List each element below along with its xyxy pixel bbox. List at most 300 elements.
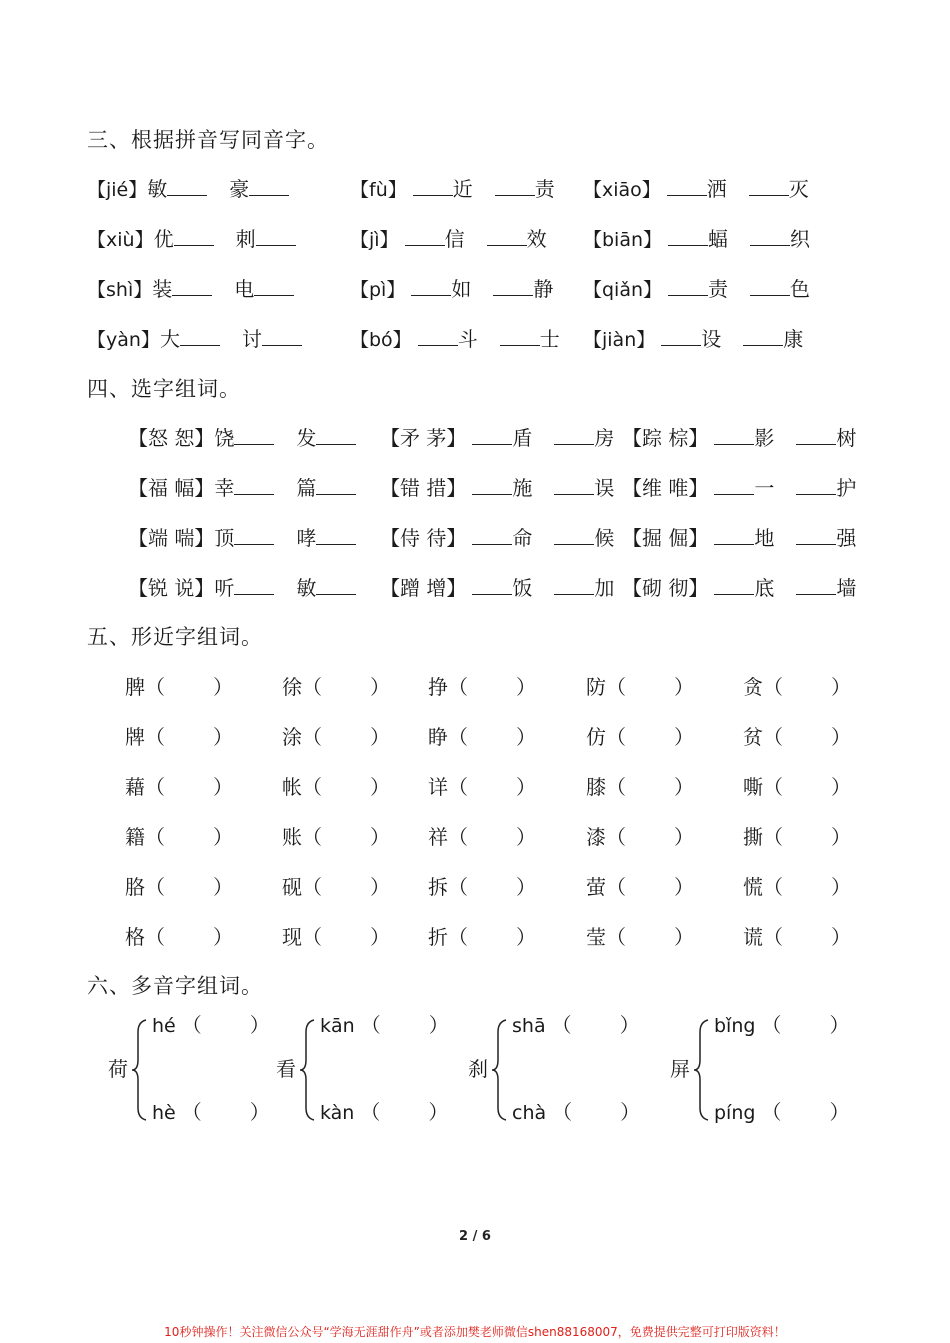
- footer-note: 10秒钟操作！关注微信公众号“学海无涯甜作舟”或者添加樊老师微信shen88168007，免费提供完整可打印版资料！: [164, 1325, 786, 1339]
- bracket-tag: 【bó】: [350, 329, 412, 351]
- section-5-title: 五、形近字组词。: [87, 625, 263, 649]
- similar-char-item: [428, 672, 536, 702]
- given-char: 加: [594, 576, 615, 600]
- answer-blank[interactable]: [172, 275, 212, 296]
- exercise-item: [128, 423, 356, 453]
- similar-char: 萤: [586, 875, 606, 899]
- paren-open: （: [448, 925, 468, 949]
- given-char: 误: [594, 476, 615, 500]
- paren-open: （: [360, 1100, 381, 1124]
- exercise-item: [128, 573, 356, 603]
- polyphone-reading: [714, 1010, 849, 1040]
- paren-open: （: [606, 725, 626, 749]
- paren-open: （: [763, 775, 783, 799]
- paren-close: ）: [831, 875, 851, 899]
- similar-char-item: [743, 872, 851, 902]
- brace-icon: [298, 1018, 316, 1122]
- answer-blank[interactable]: [256, 225, 296, 246]
- paren-close: ）: [831, 675, 851, 699]
- paren-open: （: [302, 875, 322, 899]
- exercise-item: [350, 174, 555, 204]
- similar-char-item: [125, 722, 233, 752]
- similar-char-item: [282, 672, 390, 702]
- paren-close: ）: [370, 875, 390, 899]
- bracket-tag: 【福 幅】: [128, 476, 215, 500]
- given-char: 树: [836, 426, 857, 450]
- paren-open: （: [606, 875, 626, 899]
- similar-char-item: [586, 722, 694, 752]
- similar-char-item: [125, 922, 233, 952]
- polyphone-reading: [320, 1097, 448, 1127]
- answer-blank[interactable]: [472, 424, 512, 445]
- given-char: 听: [214, 576, 235, 600]
- paren-close: ）: [620, 1100, 641, 1124]
- paren-close: ）: [831, 925, 851, 949]
- similar-char-item: [428, 722, 536, 752]
- similar-char: 膝: [586, 775, 606, 799]
- similar-char: 砚: [282, 875, 302, 899]
- given-char: 影: [754, 426, 775, 450]
- polyphone-char: 看: [276, 1057, 296, 1081]
- paren-open: （: [761, 1100, 782, 1124]
- exercise-item: [128, 523, 356, 553]
- similar-char-item: [282, 772, 390, 802]
- pinyin-label: bǐng: [714, 1015, 756, 1037]
- given-char: 施: [512, 476, 533, 500]
- paren-close: ）: [428, 1100, 449, 1124]
- section-6-title: 六、多音字组词。: [87, 974, 263, 998]
- similar-char: 贪: [743, 675, 763, 699]
- given-char: 色: [790, 277, 811, 301]
- paren-close: ）: [829, 1100, 850, 1124]
- polyphone-char: 荷: [108, 1057, 128, 1081]
- exercise-item: [380, 573, 614, 603]
- given-char: 责: [534, 177, 555, 201]
- answer-blank[interactable]: [405, 225, 445, 246]
- paren-close: ）: [249, 1100, 270, 1124]
- paren-open: （: [551, 1013, 572, 1037]
- given-char: 篇: [296, 476, 317, 500]
- given-char: 哮: [296, 526, 317, 550]
- similar-char-item: [125, 822, 233, 852]
- pinyin-label: shā: [512, 1015, 546, 1037]
- paren-open: （: [606, 675, 626, 699]
- answer-blank[interactable]: [796, 574, 836, 595]
- given-char: 墙: [836, 576, 857, 600]
- paren-close: ）: [674, 825, 694, 849]
- pinyin-label: hé: [152, 1015, 176, 1037]
- similar-char: 慌: [743, 875, 763, 899]
- answer-blank[interactable]: [234, 474, 274, 495]
- answer-blank[interactable]: [254, 275, 294, 296]
- polyphone-reading: [152, 1097, 270, 1127]
- exercise-item: [350, 224, 547, 254]
- similar-char-item: [125, 772, 233, 802]
- answer-blank[interactable]: [743, 325, 783, 346]
- paren-open: （: [181, 1100, 202, 1124]
- answer-blank[interactable]: [249, 175, 289, 196]
- similar-char: 格: [125, 925, 145, 949]
- bracket-tag: 【蹭 增】: [380, 576, 467, 600]
- given-char: 命: [512, 526, 533, 550]
- similar-char: 嘶: [743, 775, 763, 799]
- similar-char: 现: [282, 925, 302, 949]
- paren-close: ）: [674, 725, 694, 749]
- similar-char: 详: [428, 775, 448, 799]
- bracket-tag: 【维 唯】: [622, 476, 709, 500]
- similar-char-item: [428, 872, 536, 902]
- given-char: 如: [451, 277, 472, 301]
- given-char: 蝠: [708, 227, 729, 251]
- similar-char-item: [586, 772, 694, 802]
- paren-open: （: [763, 675, 783, 699]
- exercise-item: [87, 224, 296, 254]
- paren-open: （: [360, 1013, 381, 1037]
- similar-char-item: [282, 872, 390, 902]
- paren-open: （: [761, 1013, 782, 1037]
- given-char: 一: [754, 476, 775, 500]
- brace-icon: [692, 1018, 710, 1122]
- exercise-item: [350, 274, 553, 304]
- bracket-tag: 【xiāo】: [583, 179, 661, 201]
- similar-char: 牌: [125, 725, 145, 749]
- given-char: 优: [153, 227, 174, 251]
- exercise-item: [622, 573, 856, 603]
- exercise-item: [622, 473, 856, 503]
- similar-char: 籍: [125, 825, 145, 849]
- paren-close: ）: [831, 725, 851, 749]
- answer-blank[interactable]: [413, 175, 453, 196]
- answer-blank[interactable]: [714, 424, 754, 445]
- given-char: 信: [444, 227, 465, 251]
- given-char: 强: [836, 526, 857, 550]
- paren-open: （: [145, 675, 165, 699]
- similar-char-item: [428, 772, 536, 802]
- given-char: 责: [708, 277, 729, 301]
- given-char: 士: [539, 327, 560, 351]
- paren-close: ）: [370, 675, 390, 699]
- similar-char-item: [743, 672, 851, 702]
- paren-close: ）: [619, 1013, 640, 1037]
- polyphone-reading: [152, 1010, 270, 1040]
- paren-open: （: [145, 725, 165, 749]
- similar-char: 脾: [125, 675, 145, 699]
- paren-close: ）: [516, 925, 536, 949]
- given-char: 底: [754, 576, 775, 600]
- exercise-item: [583, 174, 809, 204]
- paren-open: （: [606, 775, 626, 799]
- paren-open: （: [448, 775, 468, 799]
- answer-blank[interactable]: [668, 225, 708, 246]
- similar-char-item: [282, 822, 390, 852]
- similar-char-item: [125, 872, 233, 902]
- pinyin-label: chà: [512, 1102, 547, 1124]
- given-char: 康: [783, 327, 804, 351]
- exercise-item: [380, 473, 614, 503]
- answer-blank[interactable]: [234, 424, 274, 445]
- answer-blank[interactable]: [554, 474, 594, 495]
- bracket-tag: 【侍 待】: [380, 526, 467, 550]
- answer-blank[interactable]: [493, 275, 533, 296]
- similar-char: 徐: [282, 675, 302, 699]
- similar-char: 账: [282, 825, 302, 849]
- paren-close: ）: [370, 825, 390, 849]
- similar-char: 贫: [743, 725, 763, 749]
- similar-char: 帐: [282, 775, 302, 799]
- answer-blank[interactable]: [554, 574, 594, 595]
- answer-blank[interactable]: [554, 424, 594, 445]
- answer-blank[interactable]: [487, 225, 527, 246]
- answer-blank[interactable]: [174, 225, 214, 246]
- polyphone-char: 屏: [670, 1057, 690, 1081]
- paren-open: （: [145, 775, 165, 799]
- exercise-item: [622, 523, 856, 553]
- paren-open: （: [302, 775, 322, 799]
- similar-char: 拆: [428, 875, 448, 899]
- exercise-item: [87, 324, 302, 354]
- given-char: 效: [526, 227, 547, 251]
- given-char: 大: [159, 327, 180, 351]
- bracket-tag: 【端 喘】: [128, 526, 215, 550]
- similar-char-item: [428, 922, 536, 952]
- polyphone-reading: [512, 1097, 640, 1127]
- given-char: 候: [594, 526, 615, 550]
- given-char: 静: [533, 277, 554, 301]
- answer-blank[interactable]: [796, 424, 836, 445]
- given-char: 地: [754, 526, 775, 550]
- answer-blank[interactable]: [316, 474, 356, 495]
- similar-char-item: [586, 872, 694, 902]
- answer-blank[interactable]: [714, 474, 754, 495]
- paren-close: ）: [674, 925, 694, 949]
- section-4-title: 四、选字组词。: [87, 377, 241, 401]
- answer-blank[interactable]: [262, 325, 302, 346]
- paren-open: （: [302, 675, 322, 699]
- paren-open: （: [448, 825, 468, 849]
- answer-blank[interactable]: [554, 524, 594, 545]
- given-char: 盾: [512, 426, 533, 450]
- given-char: 幸: [214, 476, 235, 500]
- answer-blank[interactable]: [418, 325, 458, 346]
- answer-blank[interactable]: [495, 175, 535, 196]
- exercise-item: [583, 224, 810, 254]
- pinyin-label: hè: [152, 1102, 176, 1124]
- answer-blank[interactable]: [472, 524, 512, 545]
- bracket-tag: 【怒 恕】: [128, 426, 215, 450]
- paren-close: ）: [249, 1013, 270, 1037]
- given-char: 讨: [241, 327, 262, 351]
- given-char: 顶: [214, 526, 235, 550]
- exercise-item: [128, 473, 356, 503]
- answer-blank[interactable]: [750, 225, 790, 246]
- exercise-item: [622, 423, 856, 453]
- answer-blank[interactable]: [234, 524, 274, 545]
- similar-char-item: [743, 922, 851, 952]
- paren-close: ）: [516, 675, 536, 699]
- answer-blank[interactable]: [668, 275, 708, 296]
- given-char: 斗: [457, 327, 478, 351]
- bracket-tag: 【掘 倔】: [622, 526, 709, 550]
- paren-close: ）: [829, 1013, 850, 1037]
- bracket-tag: 【xiù】: [87, 229, 154, 251]
- answer-blank[interactable]: [167, 175, 207, 196]
- answer-blank[interactable]: [750, 275, 790, 296]
- similar-char-item: [743, 722, 851, 752]
- similar-char-item: [428, 822, 536, 852]
- answer-blank[interactable]: [714, 524, 754, 545]
- paren-close: ）: [516, 725, 536, 749]
- paren-open: （: [763, 875, 783, 899]
- bracket-tag: 【锐 说】: [128, 576, 215, 600]
- bracket-tag: 【shì】: [87, 279, 153, 301]
- answer-blank[interactable]: [316, 424, 356, 445]
- bracket-tag: 【yàn】: [87, 329, 160, 351]
- paren-open: （: [302, 725, 322, 749]
- answer-blank[interactable]: [500, 325, 540, 346]
- similar-char: 仿: [586, 725, 606, 749]
- similar-char: 胳: [125, 875, 145, 899]
- paren-open: （: [302, 825, 322, 849]
- given-char: 饭: [512, 576, 533, 600]
- paren-close: ）: [213, 675, 233, 699]
- given-char: 护: [836, 476, 857, 500]
- brace-icon: [130, 1018, 148, 1122]
- exercise-item: [380, 523, 614, 553]
- answer-blank[interactable]: [667, 175, 707, 196]
- bracket-tag: 【pì】: [350, 279, 406, 301]
- answer-blank[interactable]: [796, 474, 836, 495]
- answer-blank[interactable]: [411, 275, 451, 296]
- similar-char: 防: [586, 675, 606, 699]
- paren-open: （: [763, 925, 783, 949]
- given-char: 设: [701, 327, 722, 351]
- paren-open: （: [763, 725, 783, 749]
- exercise-item: [87, 274, 294, 304]
- answer-blank[interactable]: [714, 574, 754, 595]
- polyphone-reading: [512, 1010, 640, 1040]
- similar-char: 睁: [428, 725, 448, 749]
- paren-open: （: [763, 825, 783, 849]
- answer-blank[interactable]: [180, 325, 220, 346]
- answer-blank[interactable]: [316, 574, 356, 595]
- bracket-tag: 【qiǎn】: [583, 279, 663, 301]
- paren-close: ）: [213, 825, 233, 849]
- answer-blank[interactable]: [472, 474, 512, 495]
- paren-close: ）: [516, 825, 536, 849]
- given-char: 刺: [235, 227, 256, 251]
- paren-close: ）: [674, 875, 694, 899]
- paren-open: （: [145, 825, 165, 849]
- given-char: 敏: [296, 576, 317, 600]
- bracket-tag: 【矛 茅】: [380, 426, 467, 450]
- answer-blank[interactable]: [316, 524, 356, 545]
- exercise-item: [350, 324, 560, 354]
- given-char: 洒: [706, 177, 727, 201]
- given-char: 豪: [229, 177, 250, 201]
- given-char: 房: [594, 426, 615, 450]
- similar-char-item: [125, 672, 233, 702]
- paren-open: （: [448, 675, 468, 699]
- paren-close: ）: [516, 775, 536, 799]
- similar-char-item: [282, 722, 390, 752]
- answer-blank[interactable]: [661, 325, 701, 346]
- paren-close: ）: [674, 775, 694, 799]
- pinyin-label: kàn: [320, 1102, 355, 1124]
- paren-close: ）: [516, 875, 536, 899]
- paren-open: （: [552, 1100, 573, 1124]
- similar-char: 谎: [743, 925, 763, 949]
- given-char: 装: [152, 277, 173, 301]
- given-char: 发: [296, 426, 317, 450]
- answer-blank[interactable]: [234, 574, 274, 595]
- paren-close: ）: [370, 725, 390, 749]
- similar-char-item: [743, 822, 851, 852]
- answer-blank[interactable]: [749, 175, 789, 196]
- given-char: 织: [790, 227, 811, 251]
- similar-char-item: [586, 822, 694, 852]
- pinyin-label: kān: [320, 1015, 355, 1037]
- answer-blank[interactable]: [796, 524, 836, 545]
- similar-char: 折: [428, 925, 448, 949]
- pinyin-label: píng: [714, 1102, 756, 1124]
- bracket-tag: 【砌 彻】: [622, 576, 709, 600]
- brace-icon: [490, 1018, 508, 1122]
- polyphone-reading: [320, 1010, 449, 1040]
- paren-close: ）: [674, 675, 694, 699]
- paren-open: （: [181, 1013, 202, 1037]
- paren-open: （: [448, 725, 468, 749]
- exercise-item: [583, 274, 810, 304]
- paren-close: ）: [831, 825, 851, 849]
- paren-open: （: [302, 925, 322, 949]
- similar-char: 漆: [586, 825, 606, 849]
- similar-char: 挣: [428, 675, 448, 699]
- bracket-tag: 【biān】: [583, 229, 663, 251]
- paren-open: （: [606, 925, 626, 949]
- answer-blank[interactable]: [472, 574, 512, 595]
- similar-char: 藉: [125, 775, 145, 799]
- similar-char-item: [743, 772, 851, 802]
- paren-open: （: [145, 875, 165, 899]
- polyphone-reading: [714, 1097, 849, 1127]
- paren-close: ）: [831, 775, 851, 799]
- exercise-item: [583, 324, 803, 354]
- paren-close: ）: [213, 775, 233, 799]
- bracket-tag: 【踪 棕】: [622, 426, 709, 450]
- paren-close: ）: [370, 925, 390, 949]
- paren-open: （: [145, 925, 165, 949]
- paren-close: ）: [428, 1013, 449, 1037]
- similar-char: 涂: [282, 725, 302, 749]
- given-char: 饶: [214, 426, 235, 450]
- polyphone-char: 刹: [468, 1057, 488, 1081]
- similar-char: 祥: [428, 825, 448, 849]
- bracket-tag: 【fù】: [350, 179, 407, 201]
- paren-close: ）: [213, 725, 233, 749]
- similar-char: 撕: [743, 825, 763, 849]
- similar-char-item: [586, 922, 694, 952]
- similar-char: 莹: [586, 925, 606, 949]
- given-char: 敏: [147, 177, 168, 201]
- given-char: 电: [234, 277, 255, 301]
- paren-open: （: [448, 875, 468, 899]
- paren-close: ）: [370, 775, 390, 799]
- exercise-item: [87, 174, 289, 204]
- section-3-title: 三、根据拼音写同音字。: [87, 128, 329, 152]
- bracket-tag: 【jié】: [87, 179, 148, 201]
- given-char: 近: [452, 177, 473, 201]
- similar-char-item: [586, 672, 694, 702]
